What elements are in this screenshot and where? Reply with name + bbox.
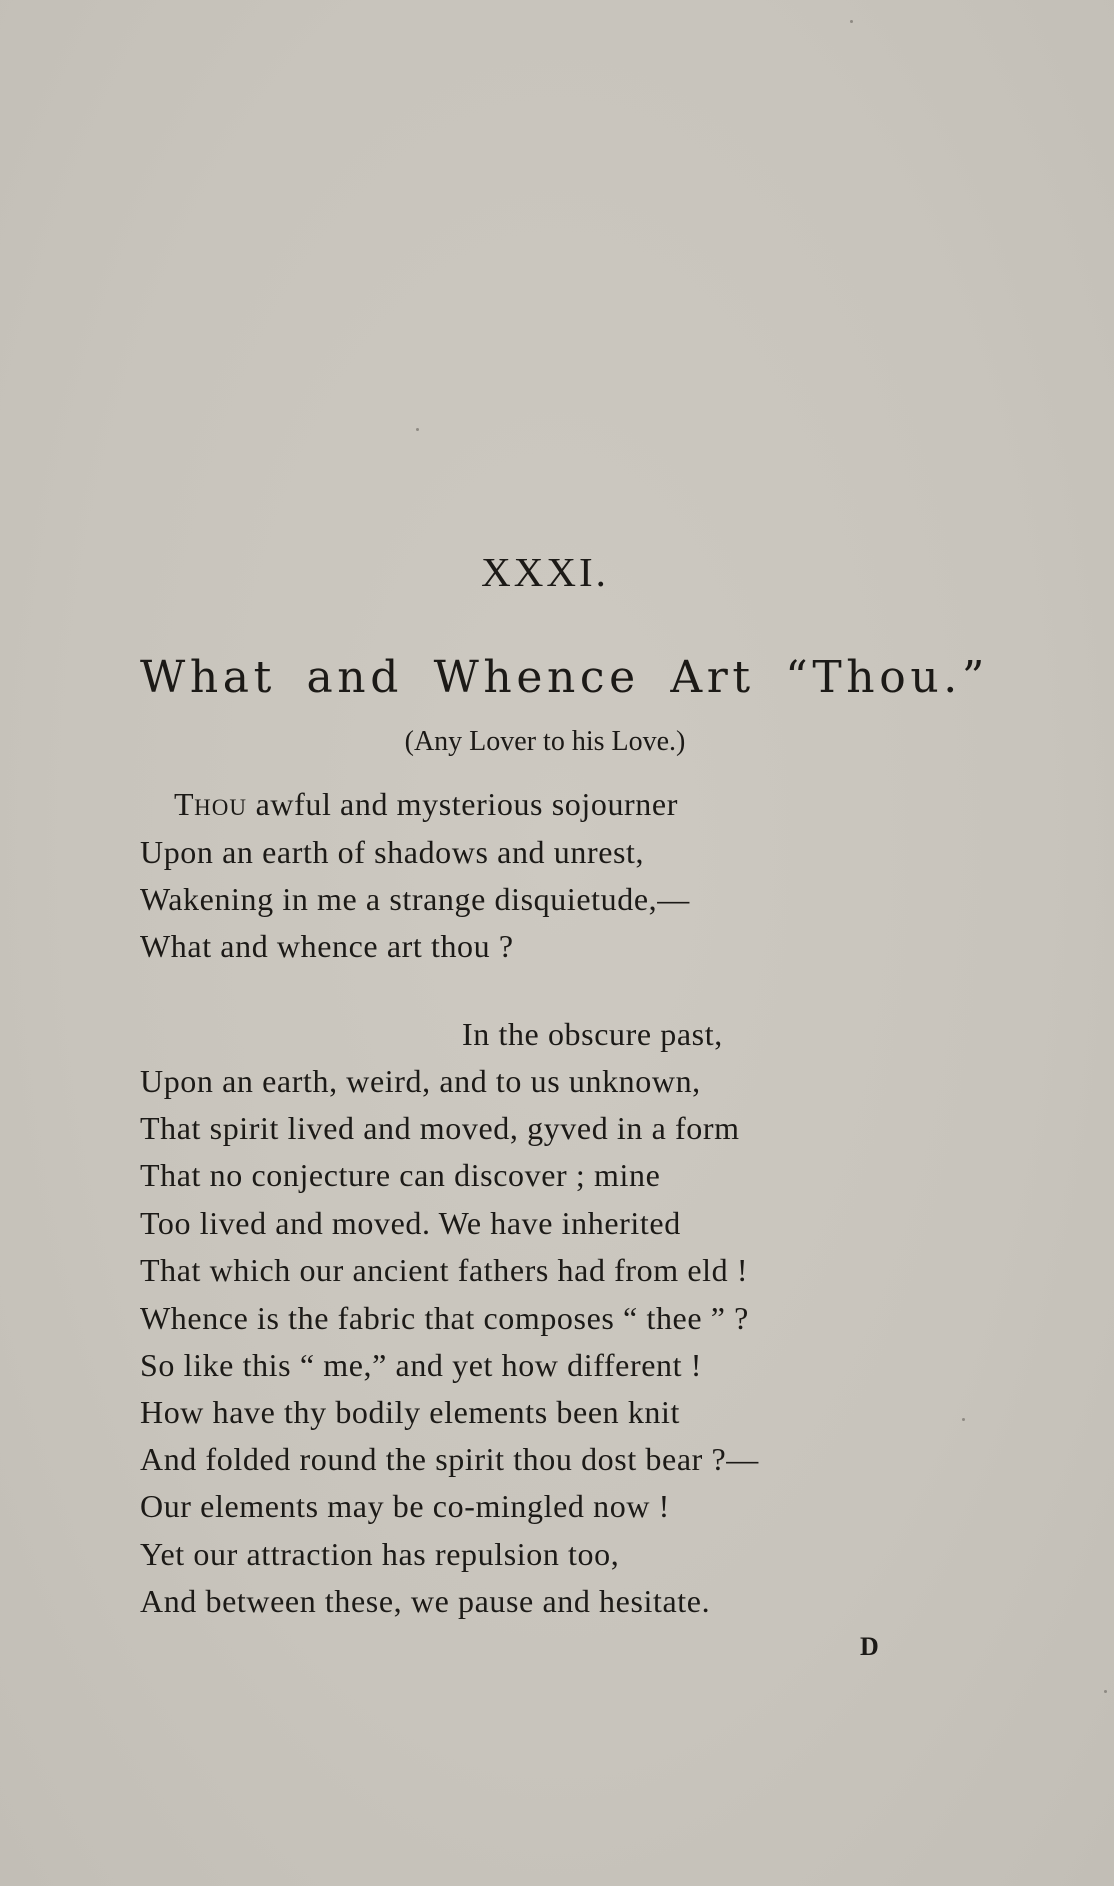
- paper-speck: [962, 1418, 965, 1421]
- poem-line: In the obscure past,: [462, 1016, 723, 1052]
- poem-line: That which our ancient fathers had from eld !: [140, 1252, 749, 1288]
- poem-line: That no conjecture can discover ; mine: [140, 1157, 661, 1193]
- poem-line: So like this “ me,” and yet how different !: [140, 1347, 702, 1383]
- poem-line: And folded round the spirit thou dost bear ?—: [140, 1441, 759, 1477]
- poem-line: What and whence art thou ?: [140, 928, 514, 964]
- poem-line: How have thy bodily elements been knit: [140, 1394, 681, 1430]
- poem-line: Yet our attraction has repulsion too,: [140, 1536, 620, 1572]
- paper-speck: [416, 428, 419, 431]
- paper-speck: [850, 20, 853, 23]
- poem-line: And between these, we pause and hesitate.: [140, 1583, 711, 1619]
- signature-mark: D: [860, 1632, 879, 1661]
- paper-speck: [1104, 1690, 1107, 1693]
- poem-line: Too lived and moved. We have inherited: [140, 1205, 681, 1241]
- poem-line: Whence is the fabric that composes “ thee ” ?: [140, 1300, 749, 1336]
- drop-initial: T: [174, 786, 195, 822]
- poem-line: That spirit lived and moved, gyved in a form: [140, 1110, 740, 1146]
- poem-line: Upon an earth of shadows and unrest,: [140, 834, 645, 870]
- first-line-text: awful and mysterious sojourner: [247, 786, 678, 822]
- poem-line: Wakening in me a strange disquietude,—: [140, 881, 690, 917]
- poem-number: XXXI.: [481, 549, 609, 595]
- poem-first-line: [174, 786, 678, 823]
- poem-line: Our elements may be co-mingled now !: [140, 1488, 670, 1524]
- poem-subtitle: (Any Lover to his Love.): [404, 726, 686, 757]
- poem-title: What and Whence Art “Thou.”: [140, 652, 989, 703]
- small-caps-word: HOU: [194, 795, 247, 820]
- poem-line: Upon an earth, weird, and to us unknown,: [140, 1063, 701, 1099]
